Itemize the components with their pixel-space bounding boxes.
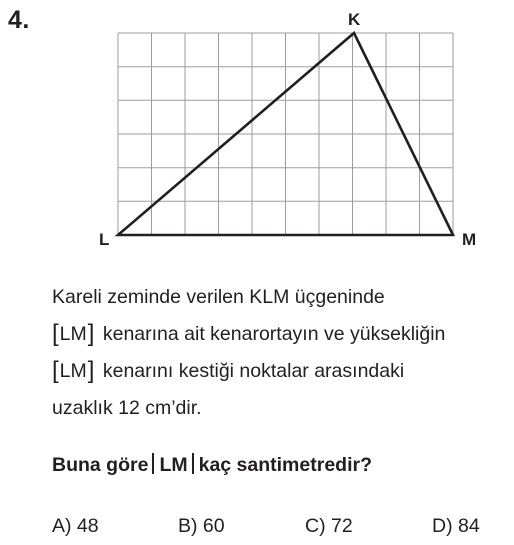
abs-bar-right bbox=[192, 453, 194, 474]
segment-bracket-right: ] bbox=[87, 357, 95, 384]
triangle-grid-figure bbox=[0, 0, 514, 260]
abs-bar-left bbox=[152, 453, 154, 474]
segment-name: LM bbox=[59, 323, 87, 345]
segment-bracket-left: [ bbox=[52, 320, 59, 347]
problem-text-line-1: Kareli zeminde verilen KLM üçgeninde bbox=[52, 286, 385, 308]
choice-c[interactable]: C) 72 bbox=[305, 515, 353, 537]
problem-text-line-2-rest: kenarına ait kenarortayın ve yüksekliğin bbox=[102, 323, 446, 345]
problem-text-line-2 bbox=[52, 322, 445, 346]
problem-text-line-4: uzaklık 12 cm’dir. bbox=[52, 397, 202, 419]
question-prompt bbox=[52, 453, 372, 477]
segment-name: LM bbox=[59, 360, 87, 382]
vertex-label-m: M bbox=[462, 230, 477, 249]
choice-b[interactable]: B) 60 bbox=[178, 515, 225, 537]
question-suffix: kaç santimetredir? bbox=[198, 454, 372, 476]
question-number: 4. bbox=[8, 6, 30, 34]
vertex-label-l: L bbox=[99, 230, 110, 249]
problem-text-line-3 bbox=[52, 359, 404, 383]
question-prefix: Buna göre bbox=[52, 454, 149, 476]
choice-a[interactable]: A) 48 bbox=[52, 515, 99, 537]
segment-bracket-left: [ bbox=[52, 357, 59, 384]
segment-bracket-right: ] bbox=[87, 320, 95, 347]
problem-text-line-3-rest: kenarını kestiği noktalar arasındaki bbox=[102, 360, 405, 382]
question-segment: LM bbox=[159, 454, 188, 476]
vertex-label-k: K bbox=[348, 10, 361, 29]
choice-d[interactable]: D) 84 bbox=[432, 515, 480, 537]
